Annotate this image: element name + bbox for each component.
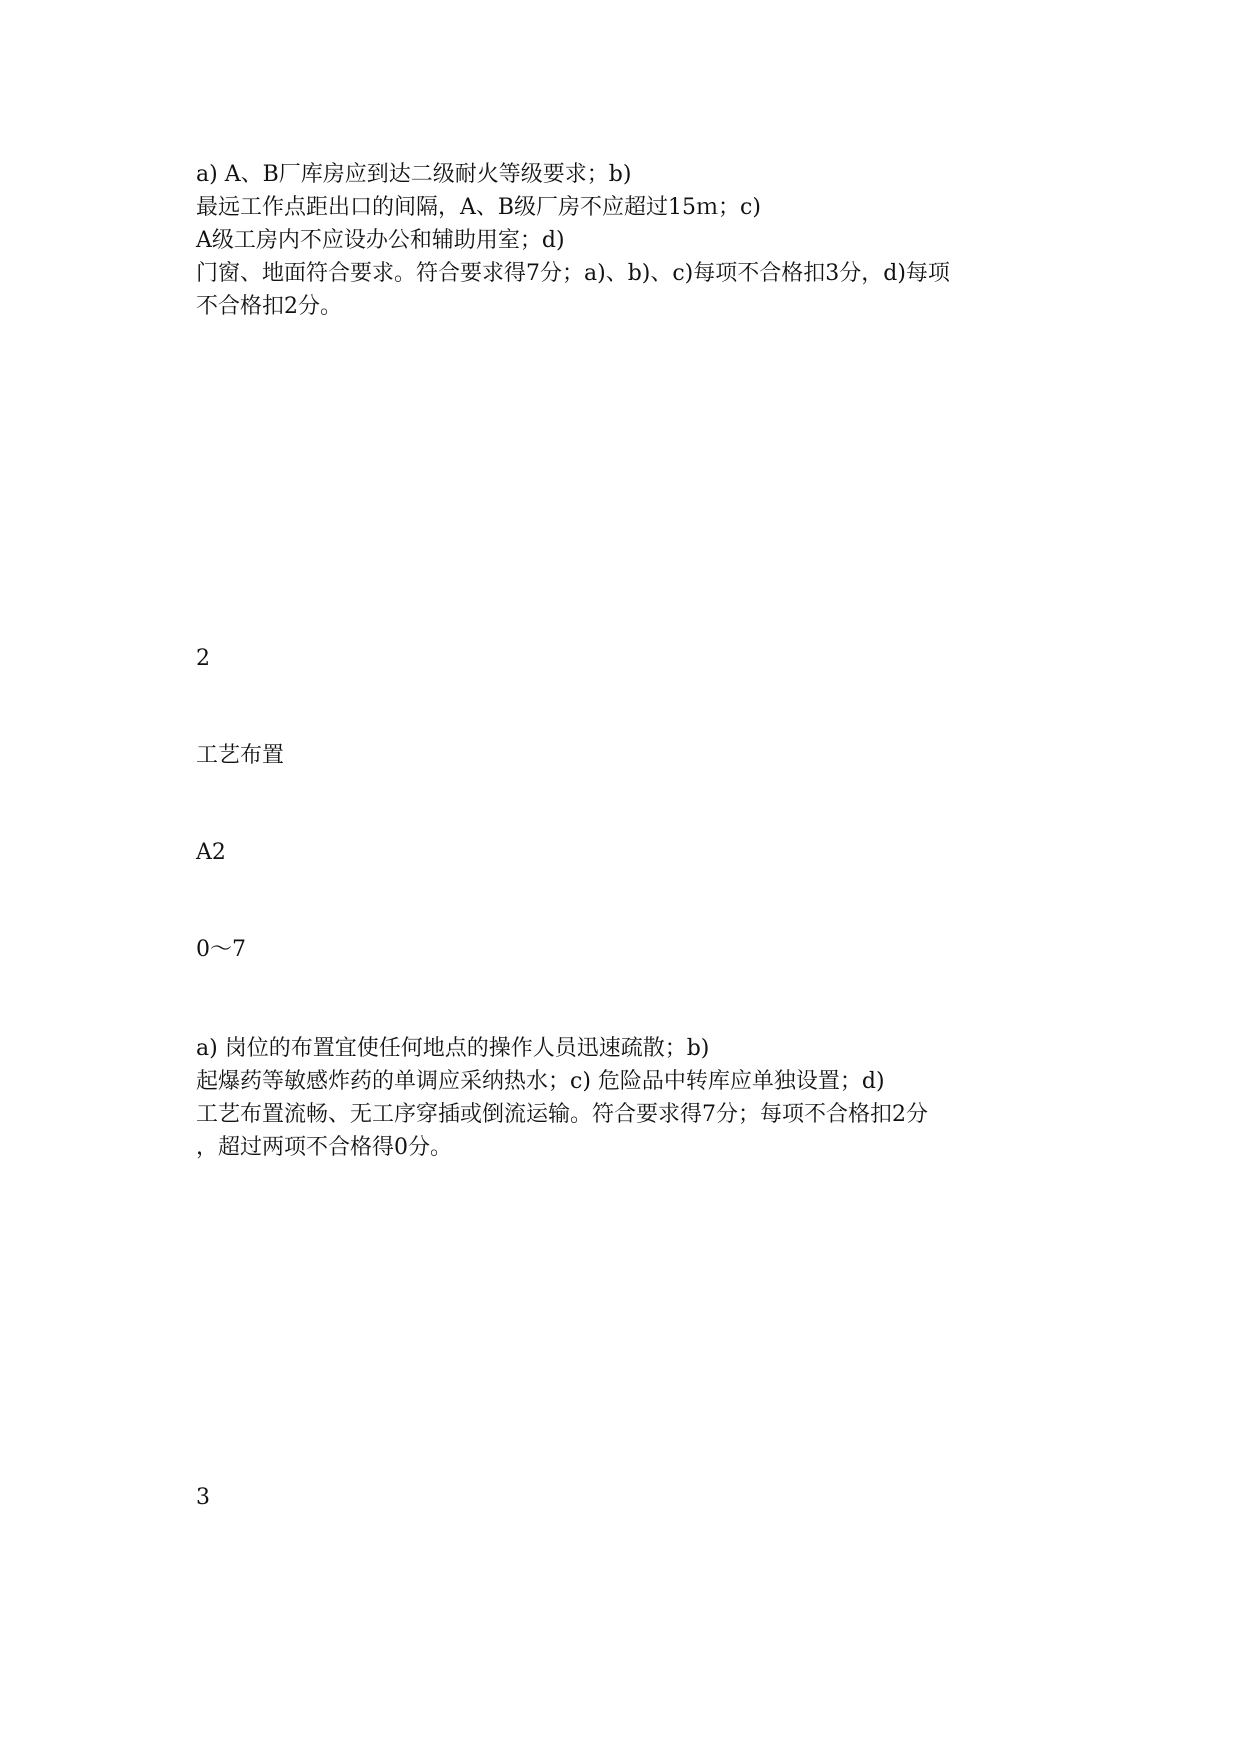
criteria-line: 不合格扣2分。 xyxy=(196,294,342,319)
item-number-2: 2 xyxy=(196,646,210,671)
criteria-line: a) 岗位的布置宜使任何地点的操作人员迅速疏散；b) xyxy=(196,1036,710,1061)
criteria-line: A级工房内不应设办公和辅助用室；d) xyxy=(196,228,565,253)
score-range: 0～7 xyxy=(196,937,246,962)
criteria-line: 起爆药等敏感炸药的单调应采纳热水；c) 危险品中转库应单独设置；d) xyxy=(196,1069,885,1094)
item-title: 工艺布置 xyxy=(196,743,285,768)
criteria-line: 最远工作点距出口的间隔，A、B级厂房不应超过15ｍ；c) xyxy=(196,195,761,220)
item-number-3: 3 xyxy=(196,1485,210,1510)
criteria-paragraph-1 xyxy=(196,158,1076,323)
criteria-paragraph-2 xyxy=(196,1032,1076,1164)
criteria-line: 门窗、地面符合要求。符合要求得7分；a)、b)、c)每项不合格扣3分，d)每项 xyxy=(196,261,950,286)
item-code: A2 xyxy=(196,840,226,865)
criteria-line: a) A、B厂库房应到达二级耐火等级要求；b) xyxy=(196,162,632,187)
criteria-line: 工艺布置流畅、无工序穿插或倒流运输。符合要求得7分；每项不合格扣2分 xyxy=(196,1102,928,1127)
criteria-line: ，超过两项不合格得0分。 xyxy=(196,1135,452,1160)
